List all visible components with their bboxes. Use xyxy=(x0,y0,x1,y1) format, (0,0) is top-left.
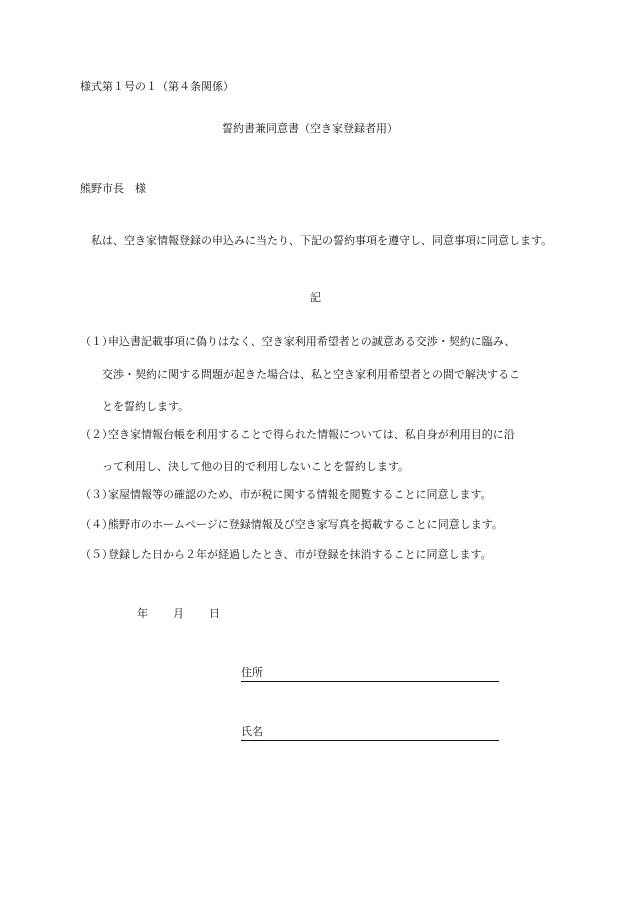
date-year-label: 年 xyxy=(137,607,148,620)
clause-line: 家屋情報等の確認のため、市が税に関する情報を閲覧することに同意します。 xyxy=(108,488,492,501)
clause-line: とを誓約します。 xyxy=(102,400,190,413)
clause-line: 熊野市のホームページに登録情報及び空き家写真を掲載することに同意します。 xyxy=(108,518,503,531)
clause-line: って利用し、決して他の目的で利用しないことを誓約します。 xyxy=(102,460,410,473)
addressee: 熊野市長 様 xyxy=(80,182,146,195)
clause-line: 登録した日から２年が経過したとき、市が登録を抹消することに同意します。 xyxy=(108,548,492,561)
clause-line: 申込書記載事項に偽りはなく、空き家利用希望者との誠意ある交渉・契約に臨み、 xyxy=(108,335,516,348)
clause-line: 空き家情報台帳を利用することで得られた情報については、私自身が利用目的に沿 xyxy=(108,428,515,441)
clause-number: （２） xyxy=(80,428,113,441)
address-label: 住所 xyxy=(241,666,263,679)
declaration-paragraph: 私は、空き家情報登録の申込みに当たり、下記の誓約事項を遵守し、同意事項に同意します。 xyxy=(91,234,553,247)
form-number: 様式第１号の１（第４条関係） xyxy=(80,80,234,93)
clause-number: （５） xyxy=(80,548,113,561)
clause-number: （４） xyxy=(80,518,113,531)
clause-line: 交渉・契約に関する問題が起きた場合は、私と空き家利用希望者との間で解決するこ xyxy=(102,368,520,381)
date-day-label: 日 xyxy=(209,607,220,620)
address-field xyxy=(241,666,499,682)
date-month-label: 月 xyxy=(173,607,184,620)
ki-heading: 記 xyxy=(310,291,321,304)
address-underline xyxy=(241,681,499,682)
name-label: 氏名 xyxy=(241,725,263,738)
name-field xyxy=(241,725,499,741)
name-underline xyxy=(241,740,499,741)
document-title: 誓約書兼同意書（空き家登録者用） xyxy=(222,122,398,135)
clause-number: （３） xyxy=(80,488,113,501)
clause-number: （１） xyxy=(80,335,113,348)
